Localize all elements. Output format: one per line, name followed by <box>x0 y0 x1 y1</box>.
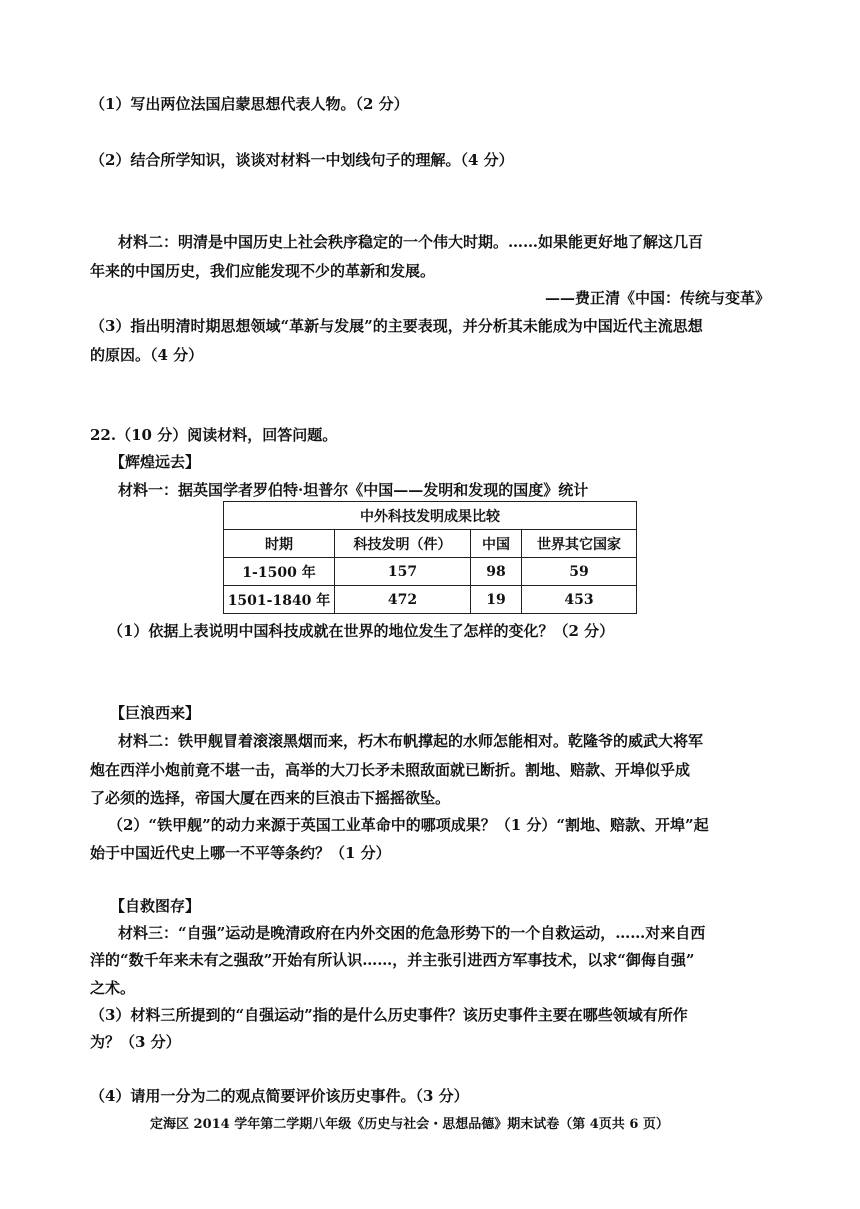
header-period: 时期 <box>224 530 335 558</box>
question-2: （2）结合所学知识，谈谈对材料一中划线句子的理解。（4 分） <box>90 151 514 169</box>
cell-other: 453 <box>522 586 637 614</box>
page-footer: 定海区 2014 学年第二学期八年级《历史与社会・思想品德》期末试卷（第 4页共 6 页） <box>150 1117 669 1132</box>
question-3-line-1: （3）指出明清时期思想领域“革新与发展”的主要表现，并分析其未能成为中国近代主流思想 <box>90 317 703 335</box>
header-inventions: 科技发明（件） <box>335 530 471 558</box>
header-china: 中国 <box>471 530 522 558</box>
section-brilliance-past: 【辉煌远去】 <box>110 453 201 471</box>
question-22-4: （4）请用一分为二的观点简要评价该历史事件。（3 分） <box>90 1087 469 1105</box>
table-row <box>224 558 637 586</box>
cell-period: 1501-1840 年 <box>224 586 335 614</box>
cell-inventions: 472 <box>335 586 471 614</box>
question-22-2-line-2: 始于中国近代史上哪一不平等条约？（1 分） <box>90 844 391 862</box>
material-22-2-line-2: 炮在西洋小炮前竟不堪一击，高举的大刀长矛未照敌面就已断折。割地、赔款、开埠似乎成 <box>90 761 691 779</box>
header-other-countries: 世界其它国家 <box>522 530 637 558</box>
table-caption: 中外科技发明成果比较 <box>224 502 637 530</box>
cell-period: 1-1500 年 <box>224 558 335 586</box>
table-row <box>224 586 637 614</box>
table-header-row <box>224 530 637 558</box>
material-3-line-3: 之术。 <box>90 979 136 997</box>
cell-china: 98 <box>471 558 522 586</box>
material-3-line-2: 洋的“数千年来未有之强敌”开始有所认识……，并主张引进西方军事技术，以求“御侮自强” <box>90 951 695 969</box>
material-2-line-1: 材料二：明清是中国历史上社会秩序稳定的一个伟大时期。……如果能更好地了解这几百 <box>118 233 704 251</box>
question-3-line-2: 的原因。（4 分） <box>90 346 204 364</box>
material-2-source: ——费正清《中国：传统与变革》 <box>544 289 770 307</box>
question-22-1: （1）依据上表说明中国科技成就在世界的地位发生了怎样的变化？（2 分） <box>108 622 615 640</box>
section-self-rescue: 【自救图存】 <box>110 897 201 915</box>
question-22-heading: 22.（10 分）阅读材料，回答问题。 <box>90 426 338 444</box>
question-22-2-line-1: （2）“铁甲舰”的动力来源于英国工业革命中的哪项成果？（1 分）“割地、赔款、开埠”起 <box>108 816 709 834</box>
cell-china: 19 <box>471 586 522 614</box>
question-22-3-line-2: 为？（3 分） <box>90 1033 181 1051</box>
material-22-2-line-1: 材料二：铁甲舰冒着滚滚黑烟而来，朽木布帆撑起的水师怎能相对。乾隆爷的威武大将军 <box>118 732 704 750</box>
cell-inventions: 157 <box>335 558 471 586</box>
material-2-line-2: 年来的中国历史，我们应能发现不少的革新和发展。 <box>90 262 436 280</box>
question-1: （1）写出两位法国启蒙思想代表人物。（2 分） <box>90 95 409 113</box>
question-22-3-line-1: （3）材料三所提到的“自强运动”指的是什么历史事件？该历史事件主要在哪些领域有所作 <box>90 1006 688 1024</box>
material-1-intro: 材料一：据英国学者罗伯特·坦普尔《中国——发明和发现的国度》统计 <box>118 481 589 499</box>
tech-invention-table <box>223 501 637 614</box>
material-22-2-line-3: 了必须的选择，帝国大厦在西来的巨浪击下摇摇欲坠。 <box>90 789 451 807</box>
cell-other: 59 <box>522 558 637 586</box>
material-3-line-1: 材料三：“自强”运动是晚清政府在内外交困的危急形势下的一个自救运动，……对来自西 <box>118 924 706 942</box>
section-waves-from-west: 【巨浪西来】 <box>110 704 201 722</box>
